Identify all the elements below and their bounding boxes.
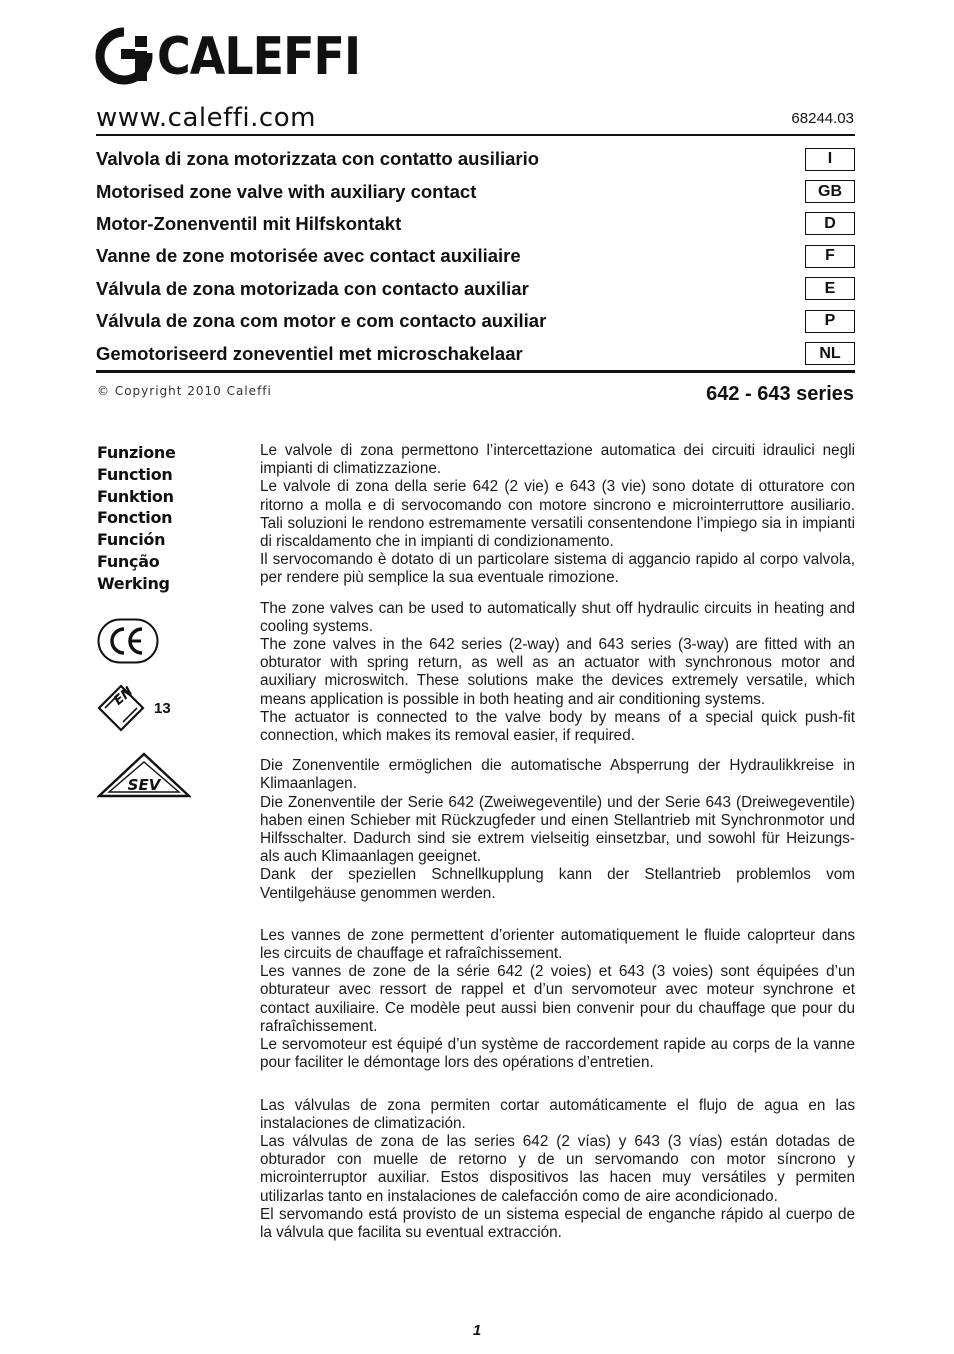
language-title: Válvula de zona com motor e com contacto auxiliar	[96, 310, 547, 332]
paragraph-spanish	[260, 1097, 855, 1243]
language-title: Vanne de zone motorisée avec contact auxiliaire	[96, 245, 521, 267]
language-code-badge: GB	[805, 180, 855, 203]
page-number: 1	[472, 1322, 482, 1339]
language-code-badge: P	[805, 310, 855, 333]
text-line: The zone valves can be used to automatically shut off hydraulic circuits in heating and cooling systems.	[260, 599, 855, 635]
language-row-d	[96, 208, 855, 240]
function-label-es: Función	[97, 530, 166, 550]
caleffi-logo-icon	[95, 27, 153, 85]
text-line: The zone valves in the 642 series (2-way) and 643 series (3-way) are fitted with an obturator with spring return, as well as an actuator with synchronous motor and auxiliary microswitch. These solutions make the devices extremely versatile, which means application is possible in both heating and air conditioning systems.	[260, 636, 855, 708]
function-description	[260, 442, 855, 1254]
caleffi-logo	[95, 27, 360, 85]
function-label-fr: Fonction	[97, 508, 173, 528]
language-title: Válvula de zona motorizada con contacto auxiliar	[96, 277, 529, 299]
language-title: Motorised zone valve with auxiliary contact	[96, 180, 477, 202]
text-line: Las válvulas de zona de las series 642 (2 vías) y 643 (3 vías) están dotadas de obturador con muelle de retorno y de un servomando con motor síncrono y microinterruptor auxiliar. Estos dispositivos las hacen muy versátiles y permiten utilizarlas tanto en instalaciones de calefacción como de aire acondicionado.	[260, 1132, 855, 1205]
language-code-badge: I	[805, 148, 855, 171]
title-divider	[96, 370, 855, 373]
sev-mark-icon	[97, 752, 191, 803]
function-label-de: Funktion	[97, 486, 174, 506]
language-row-f	[96, 240, 855, 272]
language-code-badge: D	[805, 212, 855, 235]
header-divider	[96, 134, 855, 136]
en-mark-label: EN	[111, 684, 136, 709]
text-line: Les vannes de zone de la série 642 (2 voies) et 643 (3 voies) sont équipées d’un obturateur avec ressort de rappel et d’un servomoteur avec moteur synchrone et contact auxiliaire. Ce modèle peut aussi bien convenir pour du chauffage que pour du rafraîchissement.	[260, 963, 855, 1035]
series-title: 642 - 643 series	[706, 383, 854, 405]
function-label-pt: Função	[97, 551, 160, 571]
sev-mark-label: SEV	[127, 776, 161, 794]
text-line: Die Zonenventile ermöglichen die automatische Absperrung der Hydraulikkreise in Klimaanlagen.	[260, 757, 855, 793]
language-title: Gemotoriseerd zoneventiel met microschakelaar	[96, 342, 523, 364]
language-row-e	[96, 273, 855, 305]
language-row-gb	[96, 175, 855, 207]
paragraph-english	[260, 600, 855, 746]
language-title-list	[96, 143, 855, 370]
text-line: Die Zonenventile der Serie 642 (Zweiwegeventile) und der Serie 643 (Dreiwegeventile) haben einen Schieber mit Rückzugfeder und einen Stellantrieb mit Synchronmotor und Hilfsschalter. Dadurch sind sie extrem vielseitig einsetzbar, und sowohl für Heizungs- als auch Klimaanlagen geeignet.	[260, 793, 855, 866]
language-code-badge: E	[805, 277, 855, 300]
language-title: Motor-Zonenventil mit Hilfskontakt	[96, 212, 402, 234]
paragraph-french	[260, 927, 855, 1073]
language-code-badge: NL	[805, 342, 855, 365]
function-label-list	[97, 442, 176, 595]
text-line: El servomando está provisto de un sistema especial de enganche rápido al cuerpo de la válvula que facilita su eventual extracción.	[260, 1205, 855, 1241]
brand-name: CALEFFI	[157, 25, 361, 87]
language-row-i	[96, 143, 855, 175]
ce-mark-icon	[97, 618, 159, 669]
function-label-en: Function	[97, 464, 173, 484]
text-line: Les vannes de zone permettent d’orienter automatiquement le fluide caloprteur dans les circuits de chauffage et rafraîchissement.	[260, 926, 855, 963]
text-line: Le servomoteur est équipé d’un système de raccordement rapide au corps de la vanne pour faciliter le démontage lors des opérations d’entretien.	[260, 1036, 855, 1072]
text-line: Le valvole di zona della serie 642 (2 vie) e 643 (3 vie) sono dotate di otturatore con ritorno a molla e di servocomando con motore sincrono e microinterruttore ausiliario. Tali soluzioni le rendono estremamente versatili consentendone l’impiego sia in impianti di riscaldamento che in impianti di condizionamento.	[260, 478, 855, 551]
en-mark-number: 13	[154, 700, 171, 717]
text-line: The actuator is connected to the valve body by means of a special quick push-fit connection, which makes its removal easier, if required.	[260, 708, 855, 745]
website-url[interactable]: www.caleffi.com	[96, 103, 316, 133]
function-label-it: Funzione	[97, 443, 176, 462]
text-line: Le valvole di zona permettono l’intercettazione automatica dei circuiti idraulici negli impianti di climatizzazione.	[260, 442, 855, 478]
language-row-nl	[96, 337, 855, 369]
text-line: Las válvulas de zona permiten cortar automáticamente el flujo de agua en las instalaciones de climatización.	[260, 1096, 855, 1132]
paragraph-german	[260, 757, 855, 903]
paragraph-italian	[260, 442, 855, 588]
language-row-p	[96, 305, 855, 337]
language-title: Valvola di zona motorizzata con contatto ausiliario	[96, 148, 540, 170]
document-code: 68244.03	[791, 110, 854, 127]
language-code-badge: F	[805, 245, 855, 268]
text-line: Dank der speziellen Schnellkupplung kann der Stellantrieb problemlos vom Ventilgehäuse genommen werden.	[260, 866, 855, 902]
function-label-nl: Werking	[97, 573, 170, 593]
text-line: Il servocomando è dotato di un particolare sistema di aggancio rapido al corpo valvola, per rendere più semplice la sua eventuale rimozione.	[260, 551, 855, 587]
copyright-notice: © Copyright 2010 Caleffi	[97, 384, 272, 398]
en-certification-mark-icon	[97, 684, 177, 737]
